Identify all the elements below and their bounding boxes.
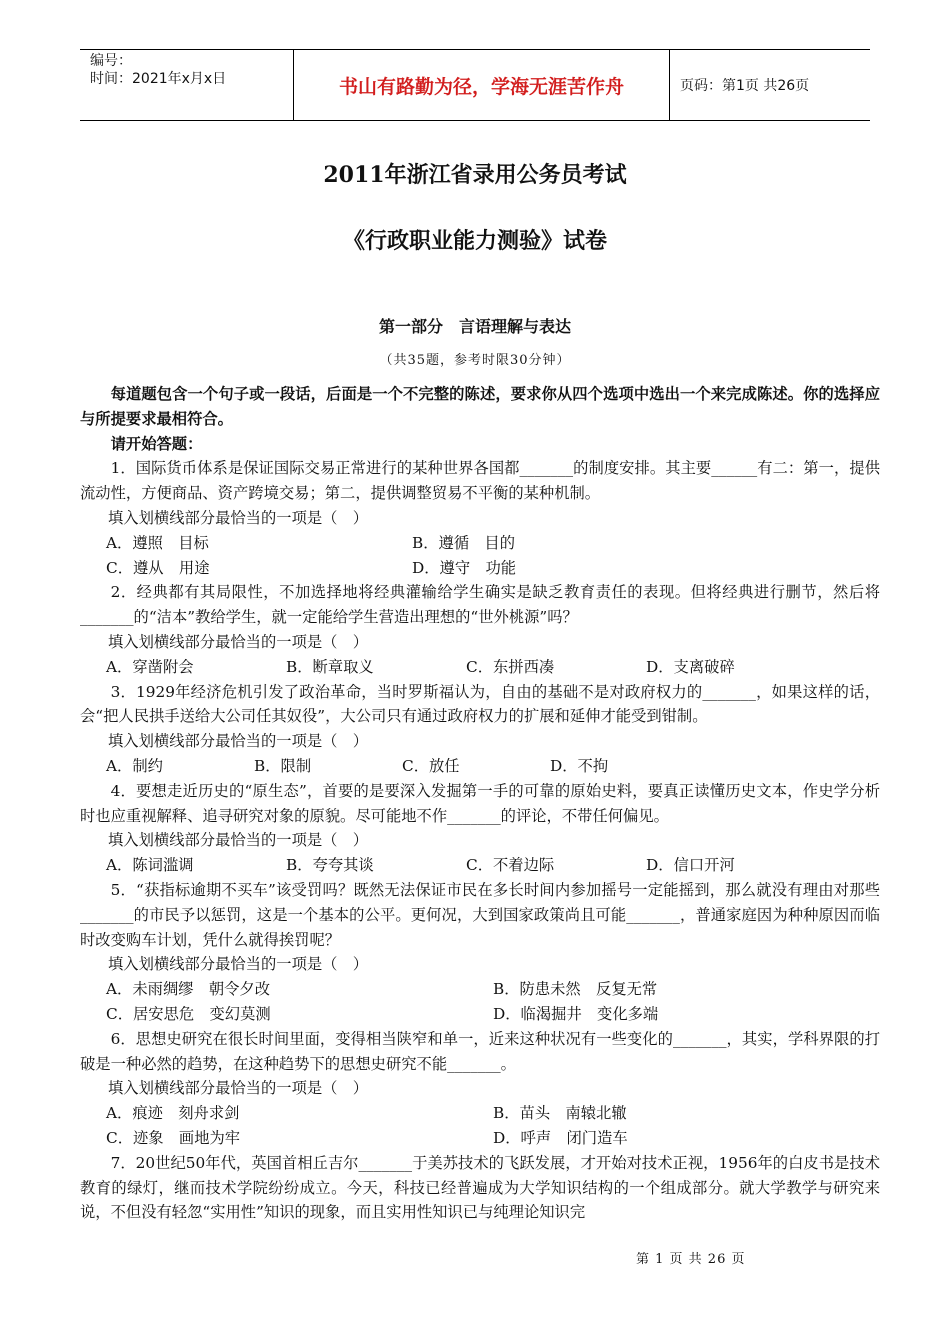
instructions: 每道题包含一个句子或一段话，后面是一个不完整的陈述，要求你从四个选项中选出一个来完成陈述。你的选择应与所提要求最相符合。 [80,385,880,428]
option: C．居安思危 变幻莫测 [106,1004,271,1023]
exam-body [80,382,880,1225]
option-row [80,531,880,556]
option: A．遵照 目标 [106,533,209,552]
option-row [80,1002,880,1027]
option: A．痕迹 刻舟求剑 [106,1104,240,1123]
option: A．陈词滥调 [106,856,194,875]
section-title: 第一部分 言语理解与表达 [378,317,571,336]
option: D．信口开河 [646,856,735,875]
option: B．遵循 目的 [412,533,516,552]
option: A．制约 [106,756,163,775]
option: C．迹象 画地为牢 [106,1128,241,1147]
question-text: 1．国际货币体系是保证国际交易正常进行的某种世界各国都_______的制度安排。其主要______有二：第一，提供流动性，方便商品、资产跨境交易；第二，提供调整贸易不平衡的某种机制。 [80,459,880,503]
option: D．呼声 闭门造车 [493,1128,628,1147]
exam-title: 2011年浙江省录用公务员考试 [323,162,627,188]
option: B．断章取义 [286,657,374,676]
option-row [80,556,880,581]
option: D．不拘 [550,756,609,775]
question-text: 4．要想走近历史的“原生态”，首要的是要深入发掘第一手的可靠的原始史料，要真正读懂历史文本，作史学分析时也应重视解释、追寻研究对象的原貌。尽可能地不作_______的评论，不带任何偏见。 [80,781,880,825]
question-text: 3．1929年经济危机引发了政治革命，当时罗斯福认为，自由的基础不是对政府权力的_______，如果这样的话，会“把人民拱手送给大公司任其奴役”，大公司只有通过政府权力的扩展和延伸才能受到钳制。 [80,682,880,726]
page-header [80,49,870,121]
page-footer: 第 1 页 共 26 页 [636,1252,746,1267]
option: C．东拼西凑 [466,657,555,676]
option-row [80,1126,880,1151]
start-label: 请开始答题： [110,434,203,453]
exam-subtitle: 《行政职业能力测验》试卷 [342,228,607,254]
header-page-info: 页码：第1页 共26页 [680,78,810,94]
code-label: 编号： [90,53,132,69]
section-note: （共35题，参考时限30分钟） [379,353,571,368]
option: B．限制 [254,756,312,775]
option: B．夸夸其谈 [286,856,374,875]
option: A．穿凿附会 [106,657,194,676]
question-text: 2．经典都有其局限性，不加选择地将经典灌输给学生确实是缺乏教育责任的表现。但将经典进行删节，然后将_______的“洁本”教给学生，就一定能给学生营造出理想的“世外桃源”吗？ [80,583,880,627]
option: C．遵从 用途 [106,558,210,577]
header-motto: 书山有路勤为径，学海无涯苦作舟 [294,50,670,120]
option: C．放任 [402,756,460,775]
option: C．不着边际 [466,856,555,875]
option-row [80,853,880,878]
option-row [80,1101,880,1126]
option: A．未雨绸缪 朝令夕改 [106,980,271,999]
question-prompt: 填入划横线部分最恰当的一项是（ ） [108,831,369,850]
option: B．防患未然 反复无常 [493,980,658,999]
question-prompt: 填入划横线部分最恰当的一项是（ ） [108,1079,369,1098]
header-meta [80,50,294,120]
question-prompt: 填入划横线部分最恰当的一项是（ ） [108,632,369,651]
option-row [80,977,880,1002]
question-text: 6．思想史研究在很长时间里面，变得相当陕窄和单一，近来这种状况有一些变化的_______，其实，学科界限的打破是一种必然的趋势，在这种趋势下的思想史研究不能_______。 [80,1029,880,1073]
option-row [80,754,880,779]
time-label: 时间：2021年x月x日 [90,71,227,87]
option-row [80,655,880,680]
option: B．苗头 南辕北辙 [493,1104,627,1123]
question-prompt: 填入划横线部分最恰当的一项是（ ） [108,732,369,751]
question-text: 7．20世纪50年代，英国首相丘吉尔_______于美苏技术的飞跃发展，才开始对技术正视，1956年的白皮书是技术教育的绿灯，继而技术学院纷纷成立。今天，科技已经普遍成为大学知识结构的一个组成部分。就大学教学与研究来说，不但没有轻忽“实用性”知识的现象，而且实用性知识已与纯理论知识完 [80,1153,880,1222]
question-prompt: 填入划横线部分最恰当的一项是（ ） [108,955,369,974]
question-text: 5．“获指标逾期不买车”该受罚吗？既然无法保证市民在多长时间内参加摇号一定能摇到，那么就没有理由对那些_______的市民予以惩罚，这是一个基本的公平。更何况，大到国家政策尚且可能_______，普通家庭因为种种原因而临时改变购车计划，凭什么就得挨罚呢？ [80,880,880,949]
option: D．支离破碎 [646,657,735,676]
option: D．遵守 功能 [412,558,517,577]
question-prompt: 填入划横线部分最恰当的一项是（ ） [108,508,369,527]
option: D．临渴掘井 变化多端 [493,1004,659,1023]
